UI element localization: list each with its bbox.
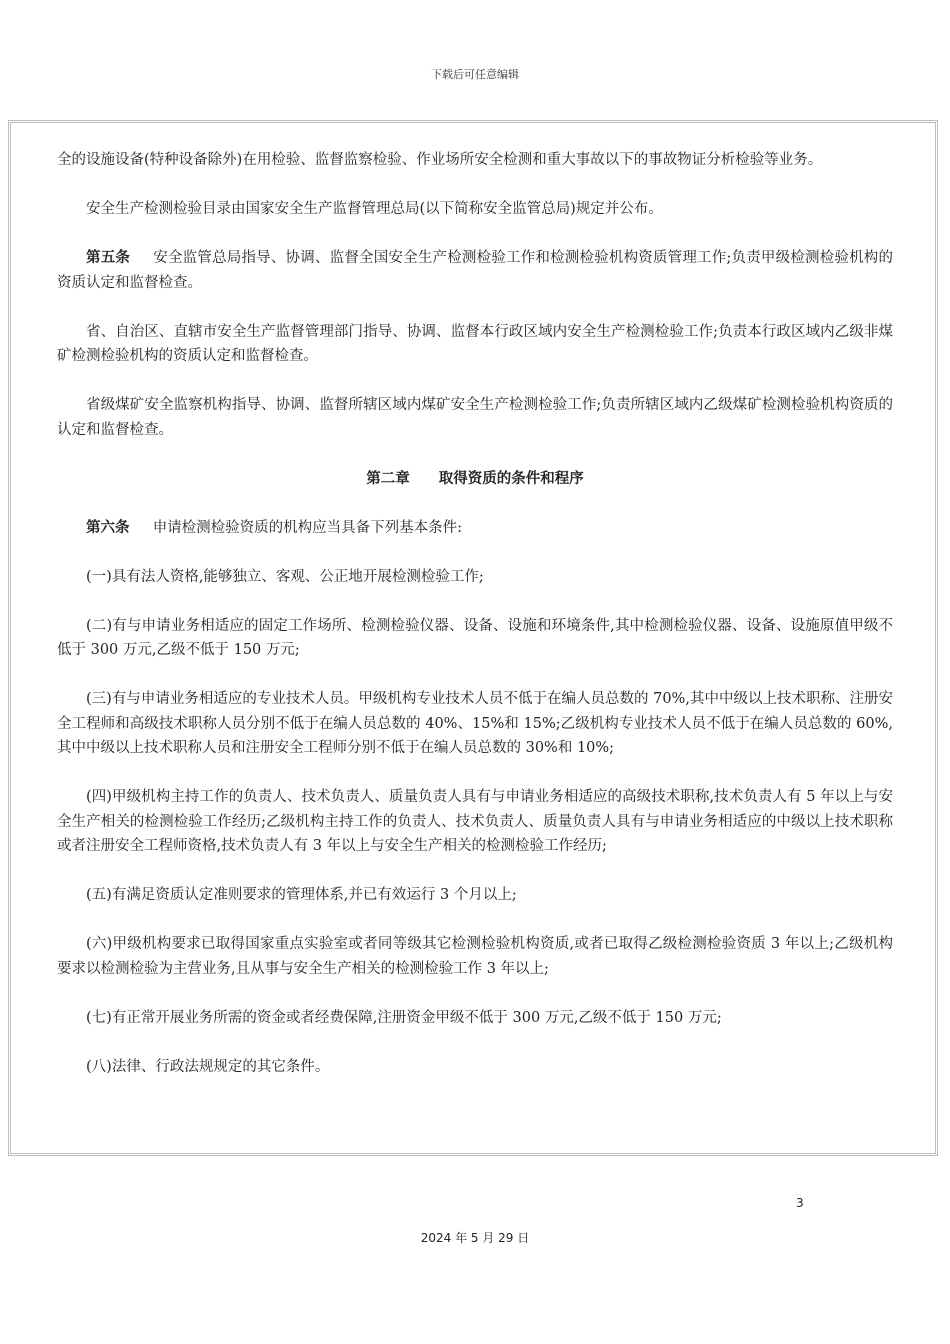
paragraph: 安全生产检测检验目录由国家安全生产监督管理总局(以下简称安全监管总局)规定并公布。	[86, 201, 663, 217]
condition-item-7: (七)有正常开展业务所需的资金或者经费保障,注册资金甲级不低于 300 万元,乙级不低于 150 万元;	[86, 1009, 722, 1026]
article-label: 第六条	[86, 519, 130, 536]
condition-item-3: (三)有与申请业务相适应的专业技术人员。甲级机构专业技术人员不低于在编人员总数的 70%,其中中级以上技术职称、注册安全工程师和高级技术职称人员分别不低于在编人员总数的 40%、15%和 15%;乙级机构专业技术人员不低于在编人员总数的 60%,其中中级以上技术职称人员和注册安全工程师分别不低于在编人员总数的 30%和 10%;	[57, 691, 893, 756]
paragraph: 省级煤矿安全监察机构指导、协调、监督所辖区域内煤矿安全生产检测检验工作;负责所辖区域内乙级煤矿检测检验机构资质的认定和监督检查。	[57, 397, 893, 438]
chapter-number: 第二章	[366, 470, 410, 487]
condition-item-2: (二)有与申请业务相适应的固定工作场所、检测检验仪器、设备、设施和环境条件,其中检测检验仪器、设备、设施原值甲级不低于 300 万元,乙级不低于 150 万元;	[57, 617, 893, 658]
paragraph: 省、自治区、直辖市安全生产监督管理部门指导、协调、监督本行政区域内安全生产检测检验工作;负责本行政区域内乙级非煤矿检测检验机构的资质认定和监督检查。	[57, 323, 893, 364]
article-text: 申请检测检验资质的机构应当具备下列基本条件:	[152, 519, 463, 536]
article-6	[57, 516, 893, 541]
page-number: 3	[796, 1196, 804, 1210]
article-5	[57, 246, 893, 295]
chapter-title: 取得资质的条件和程序	[438, 470, 584, 487]
article-text: 安全监管总局指导、协调、监督全国安全生产检测检验工作和检测检验机构资质管理工作;负责甲级检测检验机构的资质认定和监督检查。	[57, 250, 893, 291]
chapter-heading	[57, 467, 893, 492]
condition-item-6: (六)甲级机构要求已取得国家重点实验室或者同等级其它检测检验机构资质,或者已取得乙级检测检验资质 3 年以上;乙级机构要求以检测检验为主营业务,且从事与安全生产相关的检测检验工作 3 年以上;	[57, 936, 893, 977]
footer-date: 2024 年 5 月 29 日	[420, 1231, 530, 1245]
paragraph-continuation: 全的设施设备(特种设备除外)在用检验、监督监察检验、作业场所安全检测和重大事故以下的事故物证分析检验等业务。	[57, 152, 823, 168]
condition-item-4: (四)甲级机构主持工作的负责人、技术负责人、质量负责人具有与申请业务相适应的高级技术职称,技术负责人有 5 年以上与安全生产相关的检测检验工作经历;乙级机构主持工作的负责人、技术负责人、质量负责人具有与申请业务相适应的中级以上技术职称或者注册安全工程师资格,技术负责人有 3 年以上与安全生产相关的检测检验工作经历;	[57, 789, 893, 854]
document-body	[57, 148, 893, 1104]
condition-item-1: (一)具有法人资格,能够独立、客观、公正地开展检测检验工作;	[86, 568, 484, 585]
article-label: 第五条	[86, 250, 131, 266]
condition-item-8: (八)法律、行政法规规定的其它条件。	[86, 1058, 330, 1075]
condition-item-5: (五)有满足资质认定准则要求的管理体系,并已有效运行 3 个月以上;	[86, 887, 517, 903]
page-header-note: 下载后可任意编辑	[431, 68, 519, 81]
